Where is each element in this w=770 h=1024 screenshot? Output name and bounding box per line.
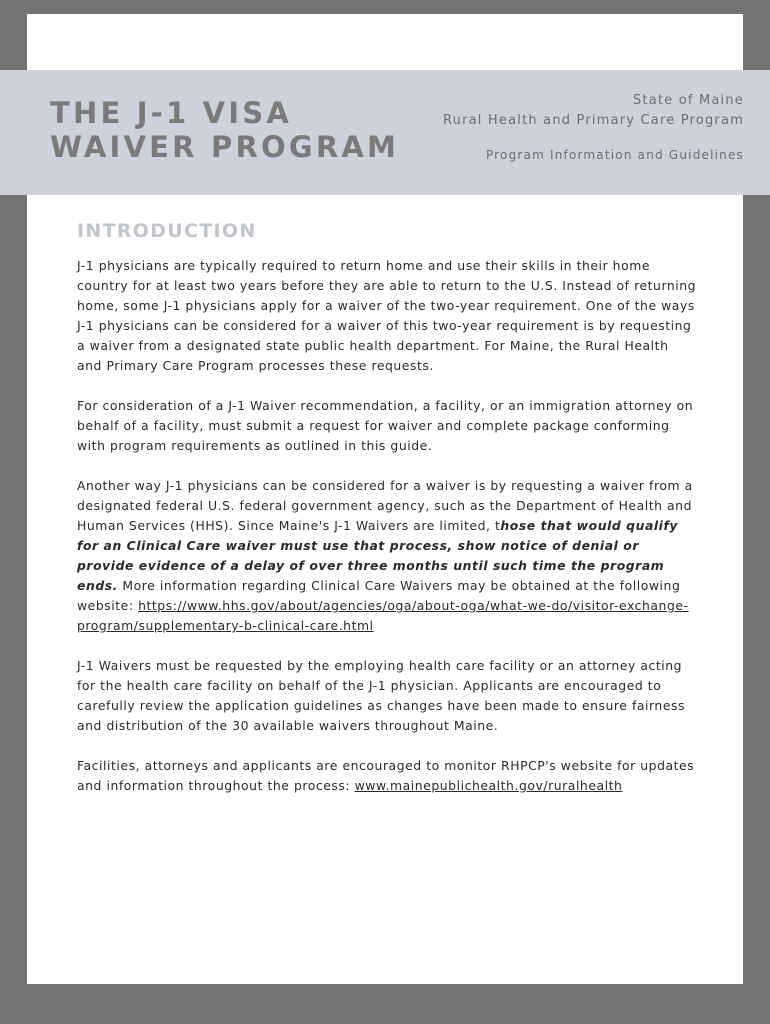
title-line-1: THE J-1 VISA: [50, 96, 293, 130]
paragraph-3-text-end: More information regarding Clinical Care Waivers may be obtained at the following website:: [77, 578, 681, 613]
paragraph-5-text: Facilities, attorneys and applicants are encouraged to monitor RHPCP's website for updates and information throughout the process:: [77, 758, 695, 793]
program-label: Rural Health and Primary Care Program: [442, 113, 744, 128]
guidelines-label: Program Information and Guidelines: [485, 148, 744, 162]
paragraph-2: For consideration of a J-1 Waiver recommendation, a facility, or an immigration attorney on behalf of a facility, must submit a request for waiver and complete package conforming with program requirements as outlined in this guide.: [77, 398, 694, 453]
paragraph-1: J-1 physicians are typically required to return home and use their skills in their home country for at least two years before they are able to return to the U.S. Instead of returning home, some J-1 physicians apply for a waiver of the two-year requirement. One of the ways J-1 physicians can be considered for a waiver of this two-year requirement is by requesting a waiver from a designated state public health department. For Maine, the Rural Health and Primary Care Program processes these requests.: [77, 258, 697, 373]
state-label: State of Maine: [632, 93, 744, 108]
rhpcp-website-link[interactable]: www.mainepublichealth.gov/ruralhealth: [354, 778, 623, 793]
hhs-clinical-care-link[interactable]: https://www.hhs.gov/about/agencies/oga/about-oga/what-we-do/visitor-exchange-program/supplementary-b-clinical-care.html: [77, 598, 689, 633]
paragraph-3: [77, 476, 697, 636]
header-meta: [443, 91, 744, 165]
title-line-2: WAIVER PROGRAM: [50, 130, 400, 164]
section-heading: INTRODUCTION: [77, 220, 257, 242]
paragraph-3-emphasis: hose that would qualify for an Clinical Care waiver must use that process, show notice of denial or provide evidence of a delay of over three months until such time the program ends.: [77, 518, 679, 593]
paragraph-5: [77, 756, 697, 796]
paragraph-3-text: Another way J-1 physicians can be considered for a waiver is by requesting a waiver from a designated federal U.S. federal government agency, such as the Department of Health and Human Services (HHS). Since Maine's J-1 Waivers are limited, t: [77, 478, 693, 533]
main-content: [77, 220, 697, 816]
paragraph-4: J-1 Waivers must be requested by the employing health care facility or an attorney acting for the health care facility on behalf of the J-1 physician. Applicants are encouraged to carefully review the application guidelines as changes have been made to ensure fairness and distribution of the 30 available waivers throughout Maine.: [77, 658, 686, 733]
page-title: [50, 96, 399, 164]
